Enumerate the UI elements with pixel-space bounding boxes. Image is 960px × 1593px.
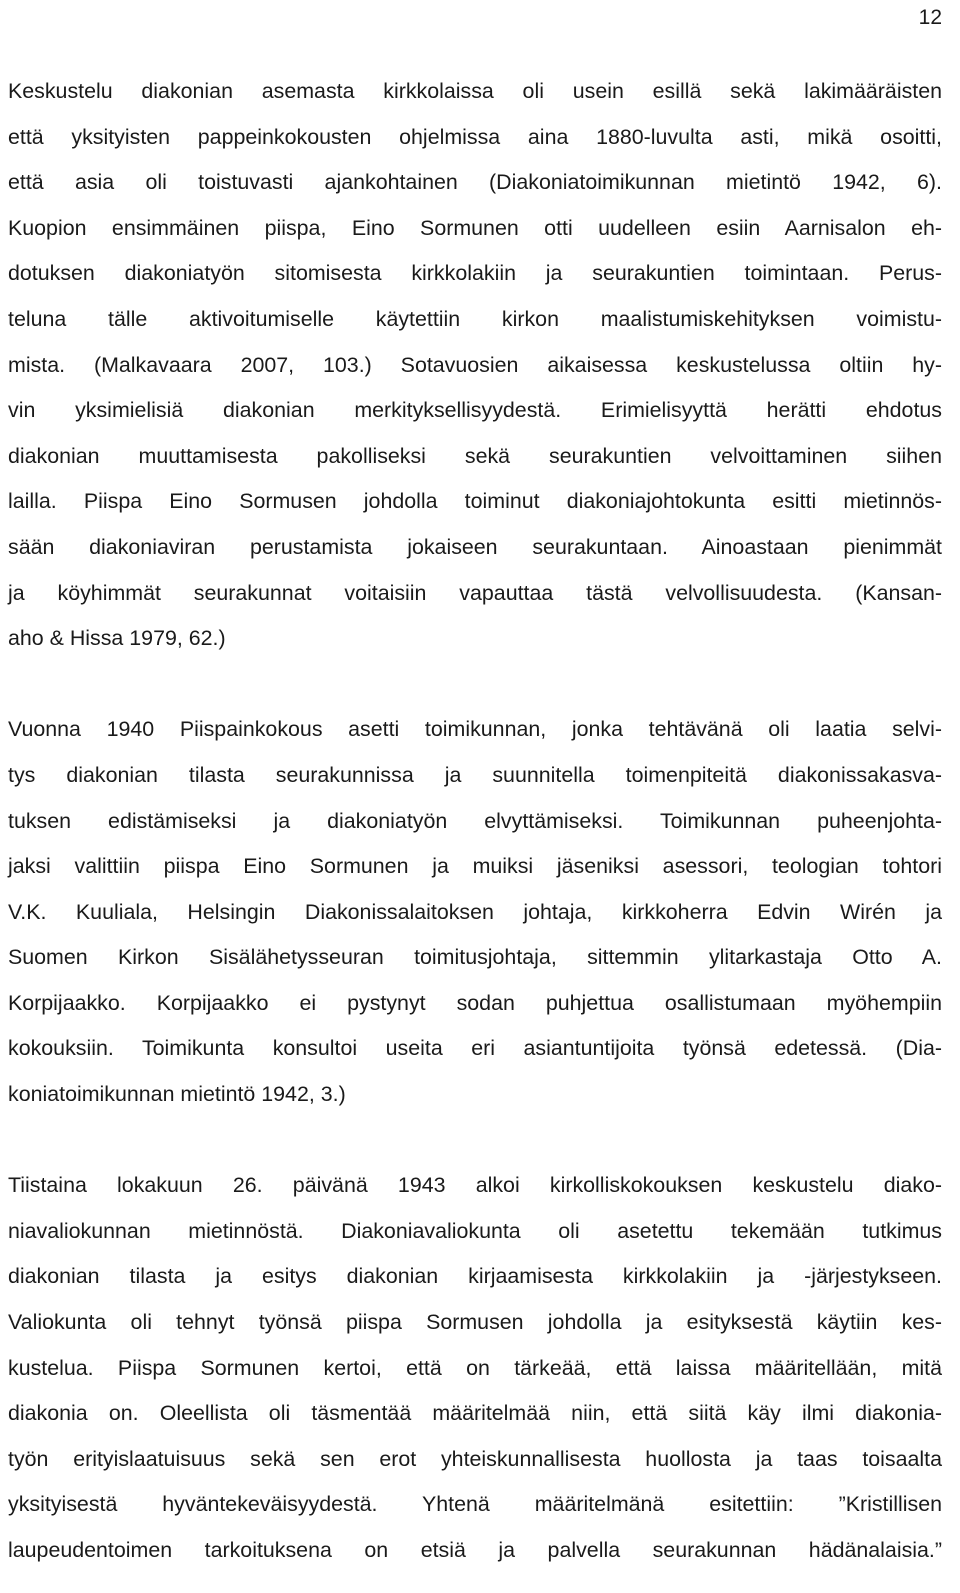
text-line: lailla. Piispa Eino Sormusen johdolla toiminut diakoniajohtokunta esitti mietinnös- bbox=[8, 489, 942, 514]
text-line: diakonian tilasta ja esitys diakonian kirjaamisesta kirkkolakiin ja -järjestykseen. bbox=[8, 1264, 942, 1289]
text-line: Vuonna 1940 Piispainkokous asetti toimikunnan, jonka tehtävänä oli laatia selvi- bbox=[8, 717, 942, 742]
paragraph-1 bbox=[8, 69, 942, 662]
text-line: tys diakonian tilasta seurakunnissa ja suunnitella toimenpiteitä diakonissakasva- bbox=[8, 762, 942, 787]
text-line: Suomen Kirkon Sisälähetysseuran toimitusjohtaja, sittemmin ylitarkastaja Otto A. bbox=[8, 945, 942, 970]
text-line: teluna tälle aktivoitumiselle käytettiin kirkon maalistumiskehityksen voimistu- bbox=[8, 306, 942, 331]
text-line: koniatoimikunnan mietintö 1942, 3.) bbox=[8, 1082, 346, 1107]
text-line: työn erityislaatuisuus sekä sen erot yhteiskunnallisesta huollosta ja taas toisaalta bbox=[8, 1446, 942, 1471]
text-line: dotuksen diakoniatyön sitomisesta kirkkolakiin ja seurakuntien toimintaan. Perus- bbox=[8, 261, 942, 286]
text-line: että asia oli toistuvasti ajankohtainen (Diakoniatoimikunnan mietintö 1942, 6). bbox=[8, 170, 942, 195]
document-body bbox=[8, 69, 942, 1574]
text-line: kokouksiin. Toimikunta konsultoi useita eri asiantuntijoita työnsä edetessä. (Dia- bbox=[8, 1036, 942, 1061]
paragraph-spacer bbox=[8, 1118, 942, 1164]
text-line: Keskustelu diakonian asemasta kirkkolaissa oli usein esillä sekä lakimääräisten bbox=[8, 79, 942, 103]
text-line: diakonia on. Oleellista oli täsmentää määritelmää niin, että siitä käy ilmi diakonia- bbox=[8, 1401, 942, 1426]
paragraph-spacer bbox=[8, 662, 942, 708]
text-line: V.K. Kuuliala, Helsingin Diakonissalaitoksen johtaja, kirkkoherra Edvin Wirén ja bbox=[8, 899, 942, 924]
page-number: 12 bbox=[918, 6, 942, 29]
text-line: yksityisestä hyväntekeväisyydestä. Yhtenä määritelmänä esitettiin: ”Kristillisen bbox=[8, 1492, 942, 1517]
text-line: laupeudentoimen tarkoituksena on etsiä ja palvella seurakunnan hädänalaisia.” bbox=[8, 1538, 942, 1562]
text-line: mista. (Malkavaara 2007, 103.) Sotavuosien aikaisessa keskustelussa oltiin hy- bbox=[8, 352, 942, 377]
text-line: Tiistaina lokakuun 26. päivänä 1943 alkoi kirkolliskokouksen keskustelu diako- bbox=[8, 1173, 942, 1198]
text-line: että yksityisten pappeinkokousten ohjelmissa aina 1880-luvulta asti, mikä osoitti, bbox=[8, 124, 942, 149]
text-line: aho & Hissa 1979, 62.) bbox=[8, 626, 226, 651]
text-line: Valiokunta oli tehnyt työnsä piispa Sormusen johdolla ja esityksestä käytiin kes- bbox=[8, 1310, 942, 1335]
text-line: tuksen edistämiseksi ja diakoniatyön elvyttämiseksi. Toimikunnan puheenjohta- bbox=[8, 808, 942, 833]
text-line: diakonian muuttamisesta pakolliseksi sekä seurakuntien velvoittaminen siihen bbox=[8, 443, 942, 468]
text-line: ja köyhimmät seurakunnat voitaisiin vapauttaa tästä velvollisuudesta. (Kansan- bbox=[8, 580, 942, 605]
paragraph-2 bbox=[8, 707, 942, 1117]
text-line: niavaliokunnan mietinnöstä. Diakoniavaliokunta oli asetettu tekemään tutkimus bbox=[8, 1218, 942, 1243]
text-line: sään diakoniaviran perustamista jokaiseen seurakuntaan. Ainoastaan pienimmät bbox=[8, 534, 942, 559]
text-line: jaksi valittiin piispa Eino Sormunen ja muiksi jäseniksi asessori, teologian tohtori bbox=[8, 854, 942, 879]
text-line: kustelua. Piispa Sormunen kertoi, että on tärkeää, että laissa määritellään, mitä bbox=[8, 1355, 942, 1380]
paragraph-3 bbox=[8, 1163, 942, 1573]
text-line: vin yksimielisiä diakonian merkityksellisyydestä. Erimielisyyttä herätti ehdotus bbox=[8, 398, 942, 423]
text-line: Korpijaakko. Korpijaakko ei pystynyt sodan puhjettua osallistumaan myöhempiin bbox=[8, 990, 942, 1015]
text-line: Kuopion ensimmäinen piispa, Eino Sormunen otti uudelleen esiin Aarnisalon eh- bbox=[8, 215, 942, 240]
